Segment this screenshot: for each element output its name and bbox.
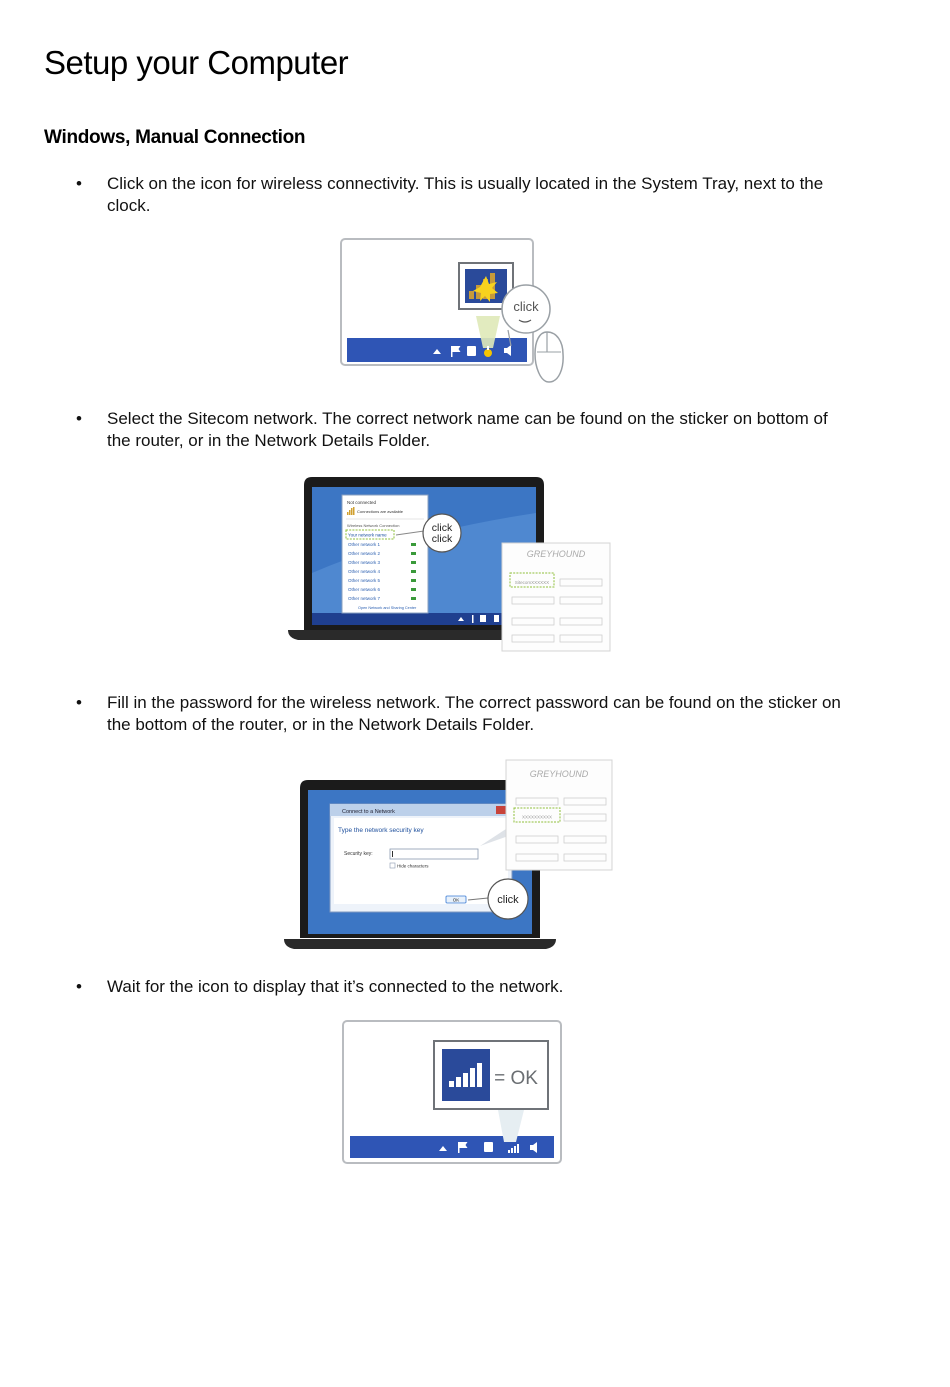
flyout-footer-link[interactable]: Open Network and Sharing Center [358, 606, 417, 610]
step-3-text: Fill in the password for the wireless network. The correct password can be found on the sticker on the bottom of the router, or in the Network Details Folder. [107, 693, 841, 734]
network-item[interactable]: Other network 3 [348, 560, 381, 565]
network-item[interactable]: Other network 2 [348, 551, 381, 556]
flyout-header: Not connected [347, 500, 377, 505]
flyout-group: Wireless Network Connection [347, 523, 400, 528]
step-4 [76, 976, 846, 998]
connected-illustration [338, 1018, 566, 1168]
network-item[interactable]: Other network 7 [348, 596, 381, 601]
taskbar [350, 1136, 554, 1158]
click-callout-text: click [513, 299, 539, 314]
network-item[interactable]: Other network 1 [348, 542, 381, 547]
mouse-icon [535, 332, 563, 382]
page-title: Setup your Computer [44, 44, 349, 81]
power-icon [467, 346, 476, 356]
step-2-text: Select the Sitecom network. The correct network name can be found on the sticker on bottom of the router, or in the Network Details Folder. [107, 409, 828, 450]
dialog-prompt: Type the network security key [338, 827, 424, 834]
dialog-title: Connect to a Network [342, 809, 395, 815]
click-callout-text: click [431, 533, 453, 545]
network-item[interactable]: Other network 4 [348, 569, 381, 574]
bullet: • [76, 977, 82, 996]
flag-icon [451, 346, 453, 357]
hide-characters-checkbox[interactable] [390, 863, 395, 868]
hide-characters-label: Hide characters [397, 863, 429, 869]
click-callout-text: click [497, 894, 519, 906]
bullet: • [76, 174, 82, 193]
step-1-text: Click on the icon for wireless connectivity. This is usually located in the System Tray, next to the clock. [107, 174, 824, 215]
section-title: Windows, Manual Connection [44, 127, 306, 148]
security-key-label: Security key: [344, 851, 373, 857]
card-brand: GREYHOUND [529, 769, 589, 779]
step-3 [76, 692, 846, 736]
power-icon [484, 1142, 493, 1152]
security-key-illustration [280, 758, 616, 953]
tray-click-illustration [335, 236, 575, 386]
click-callout-text: click [431, 522, 453, 534]
flyout-subheader: Connections are available [357, 509, 404, 514]
step-2 [76, 408, 846, 452]
network-list-illustration [284, 473, 614, 655]
card-brand: GREYHOUND [526, 549, 586, 559]
flag-icon [458, 1142, 460, 1153]
network-item[interactable]: Other network 5 [348, 578, 381, 583]
bullet: • [76, 409, 82, 428]
ok-button-label: OK [452, 897, 460, 903]
bullet: • [76, 693, 82, 712]
card-password: XXXXXXXXXX [521, 814, 553, 820]
card-ssid: SitecomXXXXXX [514, 580, 550, 585]
laptop-base [284, 939, 556, 949]
step-4-text: Wait for the icon to display that it’s connected to the network. [107, 977, 564, 996]
network-item[interactable]: Other network 6 [348, 587, 381, 592]
connected-status-text: = OK [494, 1068, 538, 1089]
step-1 [76, 173, 846, 217]
security-key-input[interactable] [390, 849, 478, 859]
network-item-selected[interactable]: Your network name [348, 532, 387, 538]
